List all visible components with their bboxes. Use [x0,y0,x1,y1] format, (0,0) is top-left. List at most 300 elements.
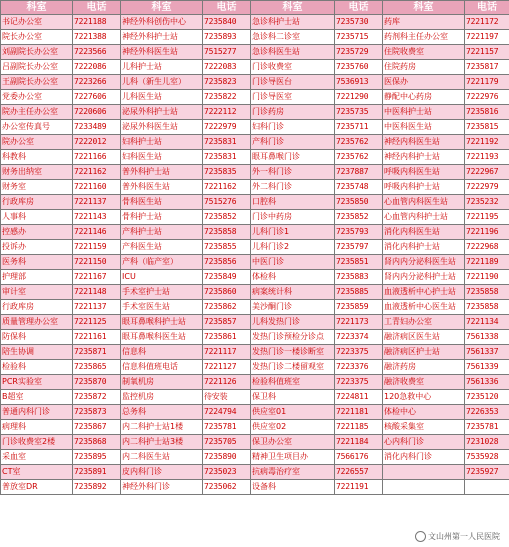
department-cell: 体检科 [251,270,335,285]
department-cell: 病案统计科 [251,285,335,300]
phone-cell: 7221150 [73,255,121,270]
phone-cell: 7221146 [73,225,121,240]
phone-cell: 7235871 [73,345,121,360]
department-cell: 骨科护士站 [121,210,203,225]
phone-cell: 7235793 [335,225,383,240]
department-cell: ICU [121,270,203,285]
table-row [1,180,509,195]
phone-cell: 7235062 [203,480,251,495]
department-cell: 监控机房 [121,390,203,405]
phone-cell: 7561338 [465,330,509,345]
department-cell: 手术室医生站 [121,300,203,315]
department-cell: 呼吸内科医生站 [383,165,465,180]
table-row [1,45,509,60]
phone-cell: 7221195 [465,210,509,225]
table-row [1,480,509,495]
phone-cell: 7235858 [465,285,509,300]
phone-cell: 7561337 [465,345,509,360]
department-cell: 普放室DR [1,480,73,495]
department-cell: 眼耳鼻喉科医生站 [121,330,203,345]
department-cell: 消化内科医生站 [383,225,465,240]
department-cell: 产科医生站 [121,240,203,255]
phone-cell: 待安装 [203,390,251,405]
table-row [1,405,509,420]
department-cell: 门诊中药房 [251,210,335,225]
phone-cell: 7222976 [465,90,509,105]
phone-cell: 7221125 [73,315,121,330]
department-cell: PCR实验室 [1,375,73,390]
department-cell [383,465,465,480]
department-cell: 核酸采集室 [383,420,465,435]
phone-cell: 7227606 [73,90,121,105]
department-cell: 儿科门诊1 [251,225,335,240]
phone-cell: 7235883 [335,270,383,285]
department-cell: 口腔科 [251,195,335,210]
department-cell: 静配中心药房 [383,90,465,105]
phone-cell: 7222968 [465,240,509,255]
phone-cell: 7235852 [335,210,383,225]
department-cell: 血液透析中心护士站 [383,285,465,300]
table-row [1,345,509,360]
table-row [1,90,509,105]
table-row [1,360,509,375]
phone-cell: 7235760 [335,60,383,75]
phone-cell: 7235890 [203,450,251,465]
department-cell: 行政库房 [1,300,73,315]
phone-cell: 7221162 [73,165,121,180]
department-cell: 外一科门诊 [251,165,335,180]
department-cell: 护理部 [1,270,73,285]
department-cell: 信息科值班电话 [121,360,203,375]
department-cell: 保卫办公室 [251,435,335,450]
table-row [1,105,509,120]
phone-cell: 7221290 [335,90,383,105]
phone-cell: 7235823 [203,75,251,90]
phone-cell: 7221179 [465,75,509,90]
department-cell: 妇科门诊 [251,120,335,135]
phone-cell: 7235232 [465,195,509,210]
phone-cell: 7221137 [73,195,121,210]
department-cell: 财务室 [1,180,73,195]
phone-cell: 7223375 [335,375,383,390]
department-cell: 中医科医生站 [383,120,465,135]
phone-cell: 7221127 [203,360,251,375]
phone-cell: 7233489 [73,120,121,135]
phone-cell: 7515277 [203,45,251,60]
table-row [1,330,509,345]
phone-cell: 7223566 [73,45,121,60]
department-cell: 质量管理办公室 [1,315,73,330]
department-cell: 供应室02 [251,420,335,435]
phone-cell: 7235858 [465,300,509,315]
phone-cell: 7235762 [335,150,383,165]
phone-cell: 7235735 [335,105,383,120]
phone-cell: 7235715 [335,30,383,45]
table-row [1,450,509,465]
phone-cell: 7566176 [335,450,383,465]
header-row [1,1,509,15]
department-cell: 消化内科护士站 [383,240,465,255]
phone-cell: 7221172 [465,15,509,30]
table-row [1,225,509,240]
department-cell: 中医科护士站 [383,105,465,120]
department-cell: 审计室 [1,285,73,300]
phone-cell: 7221117 [203,345,251,360]
phone-cell: 7235855 [203,240,251,255]
department-cell: 妇科医生站 [121,150,203,165]
department-cell: 门诊收费室 [251,60,335,75]
department-cell: 党委办公室 [1,90,73,105]
department-cell: 科教科 [1,150,73,165]
phone-cell: 7222012 [73,135,121,150]
phone-cell: 7235872 [73,390,121,405]
department-cell: 医务科 [1,255,73,270]
department-cell: 住院收费室 [383,45,465,60]
department-cell: 产科（临产室） [121,255,203,270]
phone-cell: 7515276 [203,195,251,210]
phone-cell: 7235859 [335,300,383,315]
phone-cell: 7235895 [73,450,121,465]
phone-cell: 7224811 [335,390,383,405]
phone-cell: 7223374 [335,330,383,345]
watermark [412,531,503,543]
department-cell: 急诊科二诊室 [251,30,335,45]
department-cell: 融济病区护士站 [383,345,465,360]
phone-cell: 7221185 [335,420,383,435]
phone-cell: 7235730 [335,15,383,30]
phone-cell: 7235748 [335,180,383,195]
table-row [1,30,509,45]
department-cell: 采血室 [1,450,73,465]
phone-cell [465,480,509,495]
department-cell: 陪生协调 [1,345,73,360]
phone-cell: 7235861 [203,330,251,345]
department-cell: 心血管内科医生站 [383,195,465,210]
department-cell: 普外科护士站 [121,165,203,180]
department-cell: 药剂科主任办公室 [383,30,465,45]
department-cell: 内二科护士站1楼 [121,420,203,435]
phone-cell: 7561336 [465,375,509,390]
phone-cell: 7222979 [203,120,251,135]
department-cell: 肾内内分泌科护士站 [383,270,465,285]
department-cell: 妇科护士站 [121,135,203,150]
department-cell: 泌尿外科医生站 [121,120,203,135]
phone-cell: 7220606 [73,105,121,120]
table-row [1,300,509,315]
phone-cell: 7235781 [465,420,509,435]
phone-cell: 7221134 [465,315,509,330]
department-cell: 急诊科医生站 [251,45,335,60]
table-row [1,150,509,165]
phone-cell: 7221148 [73,285,121,300]
department-cell: 防保科 [1,330,73,345]
header-phone: 电话 [335,1,383,15]
phone-cell: 7235893 [203,30,251,45]
phone-cell: 7226557 [335,465,383,480]
department-cell: 消化内科门诊 [383,450,465,465]
department-cell: 住院药房 [383,60,465,75]
department-cell: 检验科值班室 [251,375,335,390]
table-row [1,315,509,330]
department-cell: 神经外科医生站 [121,45,203,60]
phone-cell: 7222967 [465,165,509,180]
department-cell: 门诊导医台 [251,75,335,90]
phone-cell: 7235868 [73,435,121,450]
phone-cell: 7235762 [335,135,383,150]
department-cell: 精神卫生项目办 [251,450,335,465]
header-department: 科室 [251,1,335,15]
department-cell: 发热门诊一楼诊断室 [251,345,335,360]
phone-cell: 7222979 [465,180,509,195]
department-cell: 门诊收费室2楼 [1,435,73,450]
department-cell: 融济药房 [383,360,465,375]
department-cell: 120急救中心 [383,390,465,405]
department-cell: 儿科发热门诊 [251,315,335,330]
phone-cell: 7235781 [203,420,251,435]
department-cell: 书记办公室 [1,15,73,30]
table-row [1,195,509,210]
department-cell: 肾内内分泌科医生站 [383,255,465,270]
header-department: 科室 [383,1,465,15]
department-cell: 控感办 [1,225,73,240]
phone-cell: 7235729 [335,45,383,60]
phone-cell: 7221167 [73,270,121,285]
department-cell: 手术室护士站 [121,285,203,300]
department-cell: 泌尿外科护士站 [121,105,203,120]
department-cell: 设备科 [251,480,335,495]
table-row [1,210,509,225]
department-cell: 刘副院长办公室 [1,45,73,60]
header-phone: 电话 [465,1,509,15]
department-cell: 血液透析中心医生站 [383,300,465,315]
phone-cell: 7221161 [73,330,121,345]
phone-cell: 7235840 [203,15,251,30]
department-cell: 心内科门诊 [383,435,465,450]
table-row [1,420,509,435]
phone-cell: 7221166 [73,150,121,165]
department-cell: 发热门诊预检分诊点 [251,330,335,345]
department-cell: 骨科医生站 [121,195,203,210]
department-cell: 普通内科门诊 [1,405,73,420]
table-row [1,375,509,390]
department-cell: 门诊导医室 [251,90,335,105]
phone-cell: 7535928 [465,450,509,465]
department-cell: CT室 [1,465,73,480]
phone-cell: 7221184 [335,435,383,450]
table-row [1,240,509,255]
department-cell: 发热门诊二楼留观室 [251,360,335,375]
phone-cell: 7221190 [465,270,509,285]
department-cell: 儿科（新生儿室） [121,75,203,90]
phone-cell: 7235865 [73,360,121,375]
department-cell: 制氧机房 [121,375,203,390]
phone-cell: 7222083 [203,60,251,75]
phone-cell: 7223266 [73,75,121,90]
department-cell: 产科护士站 [121,225,203,240]
phone-cell: 7235705 [203,435,251,450]
department-cell: 神经外科创伤中心 [121,15,203,30]
table-row [1,270,509,285]
department-cell: 神经外科门诊 [121,480,203,495]
department-cell: 王副院长办公室 [1,75,73,90]
department-cell: 中医门诊 [251,255,335,270]
department-cell: 院办公室 [1,135,73,150]
phone-cell: 7235867 [73,420,121,435]
phone-cell: 7231028 [465,435,509,450]
phone-cell: 7223375 [335,345,383,360]
phone-cell: 7222086 [73,60,121,75]
department-cell: 皮内科门诊 [121,465,203,480]
department-cell: 财务出纳室 [1,165,73,180]
department-cell: 信息科 [121,345,203,360]
phone-cell: 7226353 [465,405,509,420]
department-cell: 办公室传真号 [1,120,73,135]
department-cell: 普外科医生站 [121,180,203,195]
table-row [1,60,509,75]
phone-cell: 7235862 [203,300,251,315]
department-cell: 保卫科 [251,390,335,405]
department-cell: 检验科 [1,360,73,375]
department-cell: 供应室01 [251,405,335,420]
table-row [1,120,509,135]
phone-cell: 7235852 [203,210,251,225]
phone-cell: 7221196 [465,225,509,240]
phone-cell: 7221160 [73,180,121,195]
department-cell: 儿科护士站 [121,60,203,75]
phone-cell: 7224794 [203,405,251,420]
phone-cell: 7235815 [465,120,509,135]
phone-cell: 7221181 [335,405,383,420]
phone-cell: 7221188 [73,15,121,30]
phone-cell: 7235891 [73,465,121,480]
phone-cell: 7237887 [335,165,383,180]
table-row [1,15,509,30]
department-cell: 眼耳鼻喉科护士站 [121,315,203,330]
phone-cell: 7536913 [335,75,383,90]
table-row [1,465,509,480]
table-row [1,255,509,270]
department-cell: 抗病毒治疗室 [251,465,335,480]
phone-cell: 7223376 [335,360,383,375]
table-row [1,285,509,300]
department-cell: 儿科医生站 [121,90,203,105]
department-cell: 产科门诊 [251,135,335,150]
phone-cell: 7221193 [465,150,509,165]
watermark-text: 文山州第一人民医院 [428,532,500,541]
department-cell: 投诉办 [1,240,73,255]
department-cell: 心血管内科护士站 [383,210,465,225]
department-cell: 神经内科护士站 [383,150,465,165]
table-row [1,165,509,180]
wechat-icon [415,531,426,542]
phone-cell: 7235856 [203,255,251,270]
department-cell: 急诊科护士站 [251,15,335,30]
phone-cell: 7235711 [335,120,383,135]
department-cell: 医保办 [383,75,465,90]
phone-cell: 7235797 [335,240,383,255]
header-phone: 电话 [73,1,121,15]
phone-cell: 7235858 [203,225,251,240]
department-cell: 总务科 [121,405,203,420]
header-department: 科室 [121,1,203,15]
department-cell: 药库 [383,15,465,30]
table-row [1,135,509,150]
phone-cell: 7235860 [203,285,251,300]
table-row [1,390,509,405]
phone-cell: 7235835 [203,165,251,180]
phone-cell: 7235831 [203,135,251,150]
phone-cell: 7221388 [73,30,121,45]
department-cell: 神经内科医生站 [383,135,465,150]
phone-cell: 7235849 [203,270,251,285]
phone-cell: 7235885 [335,285,383,300]
header-department: 科室 [1,1,73,15]
department-cell: 融济收费室 [383,375,465,390]
department-cell: 院长办公室 [1,30,73,45]
department-cell: 病理科 [1,420,73,435]
phone-cell: 7235822 [203,90,251,105]
phone-cell: 7235831 [203,150,251,165]
phone-cell: 7221192 [465,135,509,150]
department-cell: 吕副院长办公室 [1,60,73,75]
department-cell: 体检中心 [383,405,465,420]
phone-cell: 7235870 [73,375,121,390]
phone-cell: 7222112 [203,105,251,120]
department-cell: 眼耳鼻喉门诊 [251,150,335,165]
phone-cell: 7221191 [335,480,383,495]
phone-cell: 7235857 [203,315,251,330]
header-phone: 电话 [203,1,251,15]
table-row [1,435,509,450]
phone-cell: 7221189 [465,255,509,270]
phone-cell: 7235817 [465,60,509,75]
phone-cell: 7235892 [73,480,121,495]
phone-cell: 7221137 [73,300,121,315]
phone-cell: 7235850 [335,195,383,210]
phone-cell: 7235816 [465,105,509,120]
department-cell: 融济病区医生站 [383,330,465,345]
phone-cell: 7221159 [73,240,121,255]
department-cell: 儿科门诊2 [251,240,335,255]
department-cell: 内二科医生站 [121,450,203,465]
department-cell: 美沙酮门诊 [251,300,335,315]
department-cell: 院办主任办公室 [1,105,73,120]
department-cell [383,480,465,495]
phone-cell: 7235851 [335,255,383,270]
phone-cell: 7221173 [335,315,383,330]
phone-cell: 7235873 [73,405,121,420]
department-cell: B超室 [1,390,73,405]
phone-cell: 7235927 [465,465,509,480]
department-cell: 人事科 [1,210,73,225]
phone-cell: 7561339 [465,360,509,375]
department-cell: 行政库房 [1,195,73,210]
table-row [1,75,509,90]
department-cell: 内二科护士站3楼 [121,435,203,450]
phone-cell: 7221157 [465,45,509,60]
department-cell: 外二科门诊 [251,180,335,195]
department-cell: 神经外科护士站 [121,30,203,45]
phone-cell: 7221197 [465,30,509,45]
phone-cell: 7221162 [203,180,251,195]
phone-cell: 7221126 [203,375,251,390]
phone-cell: 7221143 [73,210,121,225]
department-cell: 工青妇办公室 [383,315,465,330]
department-cell: 呼吸内科护士站 [383,180,465,195]
department-cell: 门诊药房 [251,105,335,120]
phone-cell: 7235120 [465,390,509,405]
phone-cell: 7235023 [203,465,251,480]
